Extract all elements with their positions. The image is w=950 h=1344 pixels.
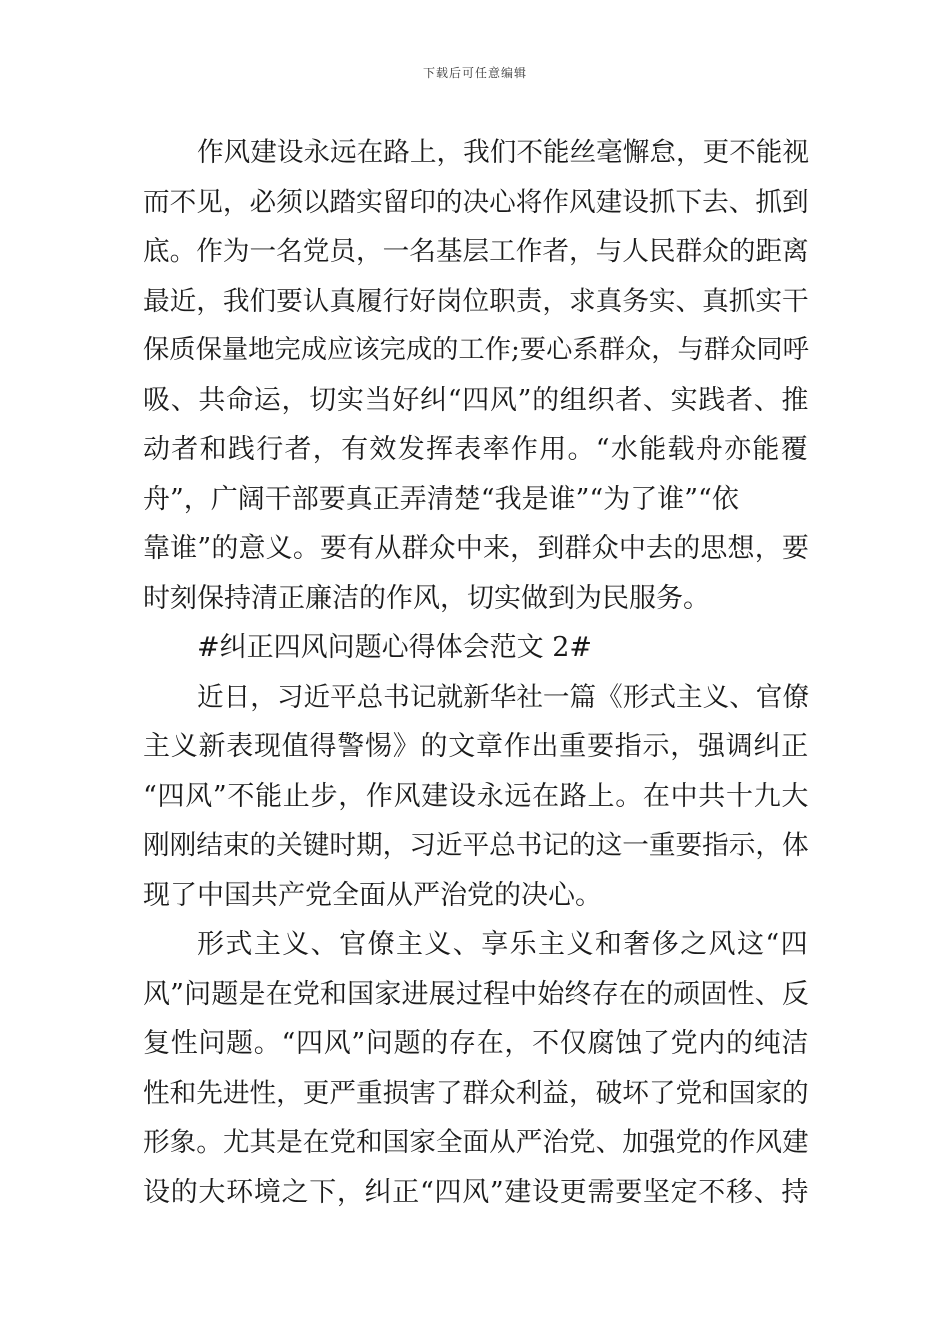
header-note: 下载后可任意编辑 bbox=[422, 66, 527, 80]
text-line: 保质保量地完成应该完成的工作;要心系群众，与群众同呼 bbox=[143, 335, 809, 365]
text-line: 作风建设永远在路上，我们不能丝毫懈怠，更不能视 bbox=[197, 137, 809, 168]
document-body bbox=[143, 128, 809, 1217]
text-line: #纠正四风问题心得体会范文 2# bbox=[197, 632, 593, 663]
text-line: 现了中国共产党全面从严治党的决心。 bbox=[143, 879, 602, 911]
text-line: 最近，我们要认真履行好岗位职责，求真务实、真抓实干 bbox=[143, 285, 809, 317]
text-line: 刚刚结束的关键时期，习近平总书记的这一重要指示，体 bbox=[143, 830, 809, 861]
text-line: 底。作为一名党员，一名基层工作者，与人民群众的距离 bbox=[143, 236, 809, 267]
text-line: 风”问题是在党和国家进展过程中始终存在的顽固性、反 bbox=[143, 978, 809, 1010]
text-line: 动者和践行者，有效发挥表率作用。“水能载舟亦能覆 bbox=[143, 434, 809, 465]
text-line: 近日，习近平总书记就新华社一篇《形式主义、官僚 bbox=[197, 681, 809, 713]
text-line: 舟”，广阔干部要真正弄清楚“我是谁”“为了谁”“依 bbox=[143, 483, 739, 515]
text-line: 形式主义、官僚主义、享乐主义和奢侈之风这“四 bbox=[197, 929, 809, 960]
text-line: 性和先进性，更严重损害了群众利益，破坏了党和国家的 bbox=[143, 1077, 809, 1109]
text-line: 靠谁”的意义。要有从群众中来，到群众中去的思想，要 bbox=[143, 533, 809, 564]
text-line: 吸、共命运，切实当好纠“四风”的组织者、实践者、推 bbox=[143, 384, 809, 416]
text-line: 设的大环境之下，纠正“四风”建设更需要坚定不移、持 bbox=[143, 1176, 809, 1208]
text-line: “四风”不能止步，作风建设永远在路上。在中共十九大 bbox=[143, 780, 809, 812]
text-line: 主义新表现值得警惕》的文章作出重要指示，强调纠正 bbox=[143, 731, 809, 762]
text-line: 而不见，必须以踏实留印的决心将作风建设抓下去、抓到 bbox=[143, 186, 809, 218]
text-line: 复性问题。“四风”问题的存在，不仅腐蚀了党内的纯洁 bbox=[143, 1028, 809, 1059]
text-line: 时刻保持清正廉洁的作风，切实做到为民服务。 bbox=[143, 582, 710, 614]
text-line: 形象。尤其是在党和国家全面从严治党、加强党的作风建 bbox=[143, 1127, 809, 1158]
